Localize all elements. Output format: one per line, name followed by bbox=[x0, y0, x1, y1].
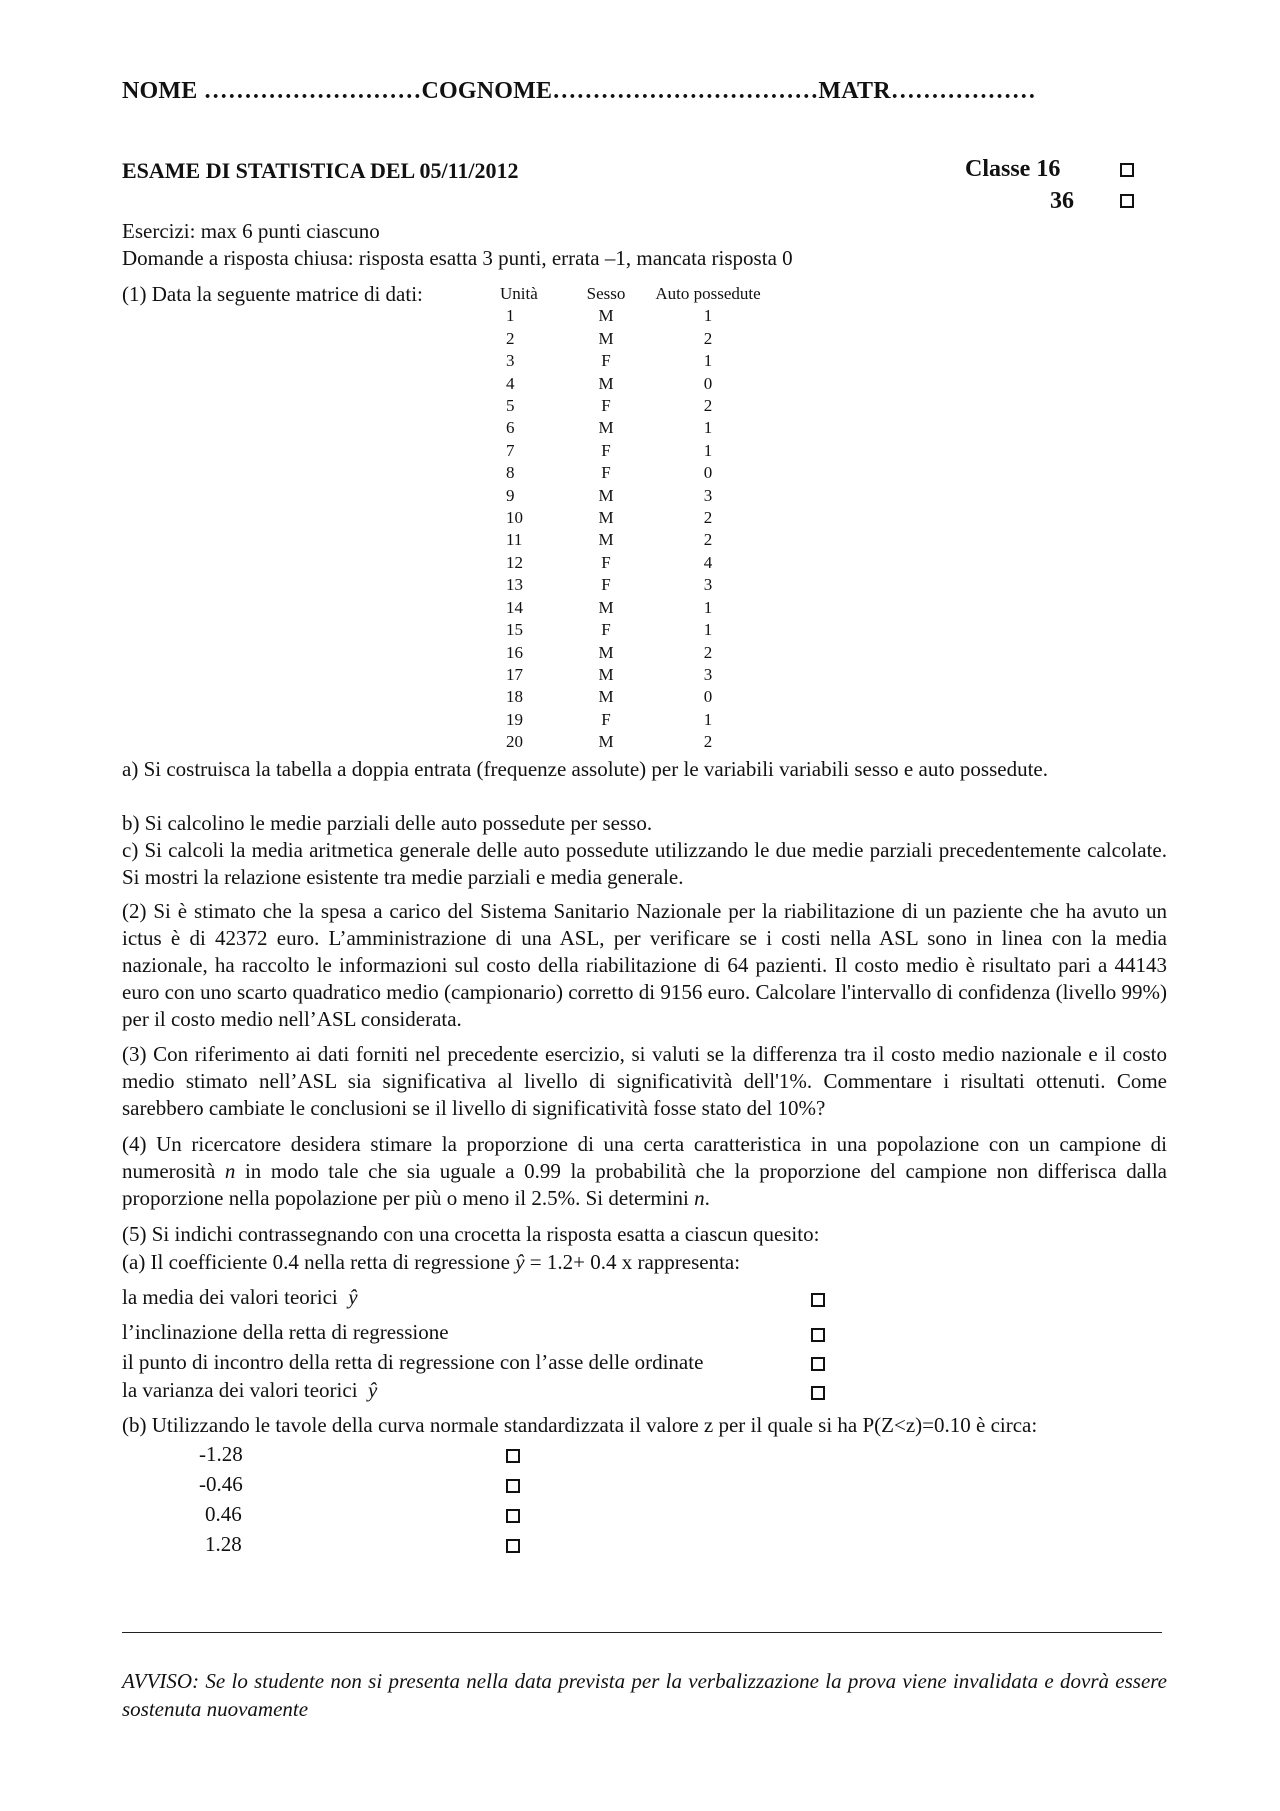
ex4-text-2: in modo tale che sia uguale a 0.99 la probabilità che la proporzione del campione non differisca dalla proporzione nella popolazione per più o meno il 2.5%. Si determini bbox=[122, 1159, 1168, 1210]
cell-auto: 0 bbox=[703, 373, 713, 393]
col-unita: Unità bbox=[500, 284, 538, 303]
col-auto: Auto possedute bbox=[655, 284, 761, 303]
ex4-n: n bbox=[224, 1159, 236, 1183]
table-row bbox=[498, 552, 774, 574]
cell-unita: 3 bbox=[506, 351, 515, 371]
table-row bbox=[498, 642, 774, 664]
cell-sesso: M bbox=[598, 642, 614, 662]
exam-title: ESAME DI STATISTICA DEL 05/11/2012 bbox=[122, 158, 519, 183]
cell-unita: 14 bbox=[506, 597, 523, 617]
cell-unita: 19 bbox=[506, 709, 523, 729]
cell-unita: 13 bbox=[506, 575, 523, 595]
cell-auto: 2 bbox=[703, 530, 713, 550]
cell-auto: 0 bbox=[703, 463, 713, 483]
qa-option-1 bbox=[122, 1285, 358, 1310]
data-matrix-header bbox=[498, 283, 774, 305]
cell-unita: 10 bbox=[506, 508, 523, 528]
qa-option-3: il punto di incontro della retta di regressione con l’asse delle ordinate bbox=[122, 1350, 704, 1374]
cell-unita: 7 bbox=[506, 440, 515, 460]
qb-option-2: -0.46 bbox=[199, 1472, 243, 1496]
cell-sesso: F bbox=[601, 575, 611, 595]
question-a-equation: = 1.2+ 0.4 x rappresenta: bbox=[524, 1250, 741, 1274]
cell-sesso: M bbox=[598, 485, 614, 505]
cell-sesso: M bbox=[598, 373, 614, 393]
cell-unita: 2 bbox=[506, 328, 515, 348]
ex1-part-c: c) Si calcoli la media aritmetica generale delle auto possedute utilizzando le due medie parziali precedentemente calcolate. Si mostri la relazione esistente tra medie parziali e media generale. bbox=[122, 838, 1167, 889]
table-row bbox=[498, 664, 774, 686]
ex1-lead: (1) Data la seguente matrice di dati: bbox=[122, 282, 423, 306]
table-row bbox=[498, 686, 774, 708]
cell-sesso: F bbox=[601, 620, 611, 640]
classe-36-label: 36 bbox=[1050, 188, 1074, 214]
qb-option-4-checkbox[interactable] bbox=[506, 1539, 520, 1553]
classe-16-checkbox[interactable] bbox=[1120, 163, 1134, 177]
cell-auto: 2 bbox=[703, 396, 713, 416]
qb-option-3: 0.46 bbox=[205, 1502, 242, 1526]
cell-sesso: F bbox=[601, 709, 611, 729]
ex4-n-2: n bbox=[694, 1186, 705, 1210]
cell-auto: 2 bbox=[703, 508, 713, 528]
ex1-part-a: a) Si costruisca la tabella a doppia entrata (frequenze assolute) per le variabili variabili sesso e auto possedute. bbox=[122, 757, 1048, 781]
footer-divider bbox=[122, 1632, 1162, 1633]
qb-option-2-checkbox[interactable] bbox=[506, 1479, 520, 1493]
cell-auto: 1 bbox=[703, 351, 713, 371]
cell-sesso: M bbox=[598, 732, 614, 752]
question-a bbox=[122, 1249, 1167, 1276]
ex4-text-1: (4) Un ricercatore desidera stimare la proporzione di una certa caratteristica in una popolazione con un campione di numerosità bbox=[122, 1132, 1167, 1183]
table-row bbox=[498, 417, 774, 439]
cell-auto: 1 bbox=[703, 709, 713, 729]
table-row bbox=[498, 328, 774, 350]
table-row bbox=[498, 731, 774, 753]
table-row bbox=[498, 305, 774, 327]
ex4-text-3: . bbox=[704, 1186, 710, 1210]
intro-points: Esercizi: max 6 punti ciascuno bbox=[122, 219, 380, 243]
table-row bbox=[498, 597, 774, 619]
table-row bbox=[498, 529, 774, 551]
qb-option-3-checkbox[interactable] bbox=[506, 1509, 520, 1523]
classe-label: Classe 16 bbox=[965, 156, 1061, 182]
cell-sesso: M bbox=[598, 597, 614, 617]
cell-unita: 12 bbox=[506, 552, 523, 572]
cell-unita: 9 bbox=[506, 485, 515, 505]
qa-option-4 bbox=[122, 1378, 377, 1403]
ex5-lead: (5) Si indichi contrassegnando con una crocetta la risposta esatta a ciascun quesito: bbox=[122, 1222, 820, 1246]
ex1-part-b: b) Si calcolino le medie parziali delle auto possedute per sesso. bbox=[122, 811, 653, 835]
table-row bbox=[498, 619, 774, 641]
qb-option-1-checkbox[interactable] bbox=[506, 1449, 520, 1463]
cell-sesso: M bbox=[598, 530, 614, 550]
table-row bbox=[498, 350, 774, 372]
yhat-symbol: ŷ bbox=[368, 1378, 378, 1402]
cell-sesso: F bbox=[601, 351, 611, 371]
cell-unita: 15 bbox=[506, 620, 523, 640]
qa-option-2: l’inclinazione della retta di regressione bbox=[122, 1320, 449, 1344]
question-a-text: (a) Il coefficiente 0.4 nella retta di regressione bbox=[122, 1250, 516, 1274]
cell-auto: 2 bbox=[703, 328, 713, 348]
cell-sesso: M bbox=[598, 418, 614, 438]
cell-sesso: F bbox=[601, 440, 611, 460]
cell-sesso: M bbox=[598, 306, 614, 326]
exercise-2: (2) Si è stimato che la spesa a carico del Sistema Sanitario Nazionale per la riabilitazione di un paziente che ha avuto un ictus è di 42372 euro. L’amministrazione di una ASL, per verificare se i costi nella ASL sono in linea con la media nazionale, ha raccolto le informazioni sul costo della riabilitazione di 64 pazienti. Il costo medio è risultato pari a 44143 euro con uno scarto quadratico medio (campionario) corretto di 9156 euro. Calcolare l'intervallo di confidenza (livello 99%) per il costo medio nell’ASL considerata. bbox=[122, 899, 1167, 1031]
cell-auto: 1 bbox=[703, 597, 713, 617]
cell-unita: 1 bbox=[506, 306, 515, 326]
col-sesso: Sesso bbox=[586, 284, 626, 303]
cell-sesso: F bbox=[601, 552, 611, 572]
qa-option-3-checkbox[interactable] bbox=[811, 1357, 825, 1371]
cell-auto: 3 bbox=[703, 664, 713, 684]
qb-option-4: 1.28 bbox=[205, 1532, 242, 1556]
qa-option-1-label: la media dei valori teorici bbox=[122, 1285, 338, 1309]
yhat-symbol: ŷ bbox=[348, 1285, 358, 1309]
cell-unita: 20 bbox=[506, 732, 523, 752]
cell-unita: 11 bbox=[506, 530, 523, 550]
cell-auto: 1 bbox=[703, 306, 713, 326]
avviso-notice: AVVISO: Se lo studente non si presenta nella data prevista per la verbalizzazione la prova viene invalidata e dovrà essere sostenuta nuovamente bbox=[122, 1669, 1167, 1721]
table-row bbox=[498, 709, 774, 731]
cell-unita: 8 bbox=[506, 463, 515, 483]
cell-unita: 18 bbox=[506, 687, 523, 707]
cell-sesso: M bbox=[598, 687, 614, 707]
table-row bbox=[498, 462, 774, 484]
table-row bbox=[498, 440, 774, 462]
cell-sesso: F bbox=[601, 463, 611, 483]
table-row bbox=[498, 395, 774, 417]
cell-auto: 1 bbox=[703, 440, 713, 460]
cell-unita: 6 bbox=[506, 418, 515, 438]
exercise-4 bbox=[122, 1131, 1167, 1212]
table-row bbox=[498, 373, 774, 395]
qb-option-1: -1.28 bbox=[199, 1442, 243, 1466]
cell-auto: 0 bbox=[703, 687, 713, 707]
student-info-line: NOME ………………………COGNOME……………………………MATR……………… bbox=[122, 78, 1036, 104]
cell-unita: 17 bbox=[506, 664, 523, 684]
intro-scoring: Domande a risposta chiusa: risposta esatta 3 punti, errata –1, mancata risposta 0 bbox=[122, 246, 793, 270]
cell-auto: 1 bbox=[703, 620, 713, 640]
cell-auto: 2 bbox=[703, 642, 713, 662]
cell-auto: 3 bbox=[703, 575, 713, 595]
cell-auto: 2 bbox=[703, 732, 713, 752]
cell-auto: 1 bbox=[703, 418, 713, 438]
qa-option-1-checkbox[interactable] bbox=[811, 1293, 825, 1307]
yhat-symbol: ŷ bbox=[515, 1250, 525, 1274]
cell-unita: 4 bbox=[506, 373, 515, 393]
table-row bbox=[498, 574, 774, 596]
classe-36-checkbox[interactable] bbox=[1120, 194, 1134, 208]
cell-sesso: M bbox=[598, 508, 614, 528]
table-row bbox=[498, 485, 774, 507]
cell-unita: 5 bbox=[506, 396, 515, 416]
qa-option-4-label: la varianza dei valori teorici bbox=[122, 1378, 358, 1402]
cell-auto: 3 bbox=[703, 485, 713, 505]
cell-unita: 16 bbox=[506, 642, 523, 662]
table-row bbox=[498, 507, 774, 529]
cell-sesso: M bbox=[598, 328, 614, 348]
cell-sesso: F bbox=[601, 396, 611, 416]
data-matrix bbox=[498, 283, 774, 754]
qa-option-2-checkbox[interactable] bbox=[811, 1328, 825, 1342]
cell-auto: 4 bbox=[703, 552, 713, 572]
qa-option-4-checkbox[interactable] bbox=[811, 1386, 825, 1400]
cell-sesso: M bbox=[598, 664, 614, 684]
question-b: (b) Utilizzando le tavole della curva normale standardizzata il valore z per il quale si ha P(Z<z)=0.10 è circa: bbox=[122, 1413, 1038, 1437]
exercise-3: (3) Con riferimento ai dati forniti nel precedente esercizio, si valuti se la differenza tra il costo medio nazionale e il costo medio stimato nell’ASL sia significativa al livello di significatività dell'1%. Commentare i risultati ottenuti. Come sarebbero cambiate le conclusioni se il livello di significatività fosse stato del 10%? bbox=[122, 1042, 1167, 1120]
